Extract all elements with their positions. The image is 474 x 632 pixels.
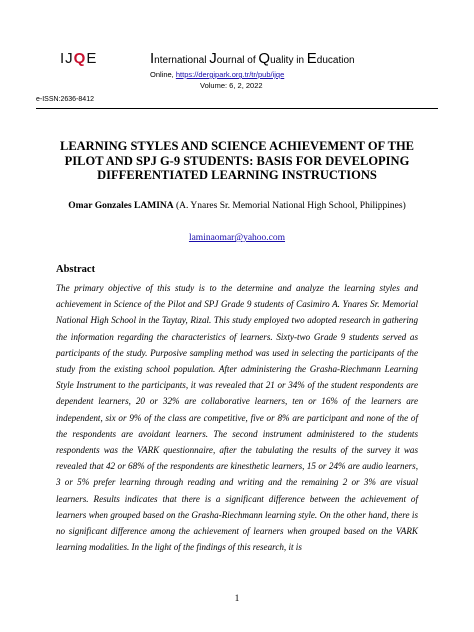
abstract-heading: Abstract xyxy=(56,264,96,275)
page-number: 1 xyxy=(234,594,240,604)
journal-logo xyxy=(60,50,97,67)
journal-title-initial: J xyxy=(209,50,217,67)
journal-title-initial: I xyxy=(150,50,155,67)
journal-title-initial: Q xyxy=(258,50,271,67)
abstract-text: The primary objective of this study is to the determine and analyze the learning styles and achievement in Science of the Pilot and SPJ Grade 9 students of Casimiro A. Ynares Sr. Memorial National High School in the Taytay, Rizal. This study employed two adopted research in gathering the information regarding the characteristics of learners. Sixty-two Grade 9 students served as participants of the study. Purposive sampling method was used in selecting the participants of the study from the existing school population. After administering the Grasha-Riechmann Learning Style Instrument to the participants, it was revealed that 21 or 34% of the student respondents are dependent learners, 20 or 32% are collaborative learners, ten or 16% of the learners are independent, six or 9% of the class are competitive, five or 8% are participant and none of the of the respondents are avoidant learners. The second instrument administered to the students respondents was the VARK questionnaire, after the tabulating the results of the survey it was revealed that 42 or 68% of the respondents are kinesthetic learners, 15 or 24% are audio learners, 3 or 5% prefer learning through reading and writing and the remaining 2 or 3% are visual learners. Results indicates that there is a significant difference between the achievement of learners when grouped based on the Grasha-Riechmann learning style. On the other hand, there is no significant difference among the achievement of learners when grouped based on the VARK learning modalities. In the light of the findings of this research, it is xyxy=(56,283,418,553)
author-name: Omar Gonzales LAMINA xyxy=(68,201,174,211)
journal-url-link[interactable]: https://dergipark.org.tr/tr/pub/ijqe xyxy=(175,70,285,79)
journal-title-rest: ournal of xyxy=(216,55,259,66)
logo-suffix: E xyxy=(86,50,98,67)
header-divider xyxy=(36,108,438,109)
paper-title: LEARNING STYLES AND SCIENCE ACHIEVEMENT OF THE PILOT AND SPJ G-9 STUDENTS: BASIS FOR DEVELOPING DIFFERENTIATED LEARNING INSTRUCTIONS xyxy=(59,139,415,182)
volume-info: Volume: 6, 2, 2022 xyxy=(200,81,263,90)
journal-title xyxy=(150,50,355,67)
logo-prefix: IJ xyxy=(60,50,74,67)
eissn-label: e-ISSN:2636-8412 xyxy=(36,96,94,103)
author-block xyxy=(50,200,424,213)
journal-title-initial: E xyxy=(306,50,317,67)
online-line xyxy=(150,70,284,79)
journal-title-rest: ducation xyxy=(316,55,355,66)
journal-title-rest: uality in xyxy=(270,55,307,66)
online-prefix: Online, xyxy=(150,70,176,79)
journal-title-rest: nternational xyxy=(154,55,210,66)
logo-q: Q xyxy=(73,50,87,67)
author-email-line xyxy=(0,233,474,243)
author-email-link[interactable]: laminaomar@yahoo.com xyxy=(188,233,286,243)
author-affiliation: (A. Ynares Sr. Memorial National High School, Philippines) xyxy=(176,201,406,211)
